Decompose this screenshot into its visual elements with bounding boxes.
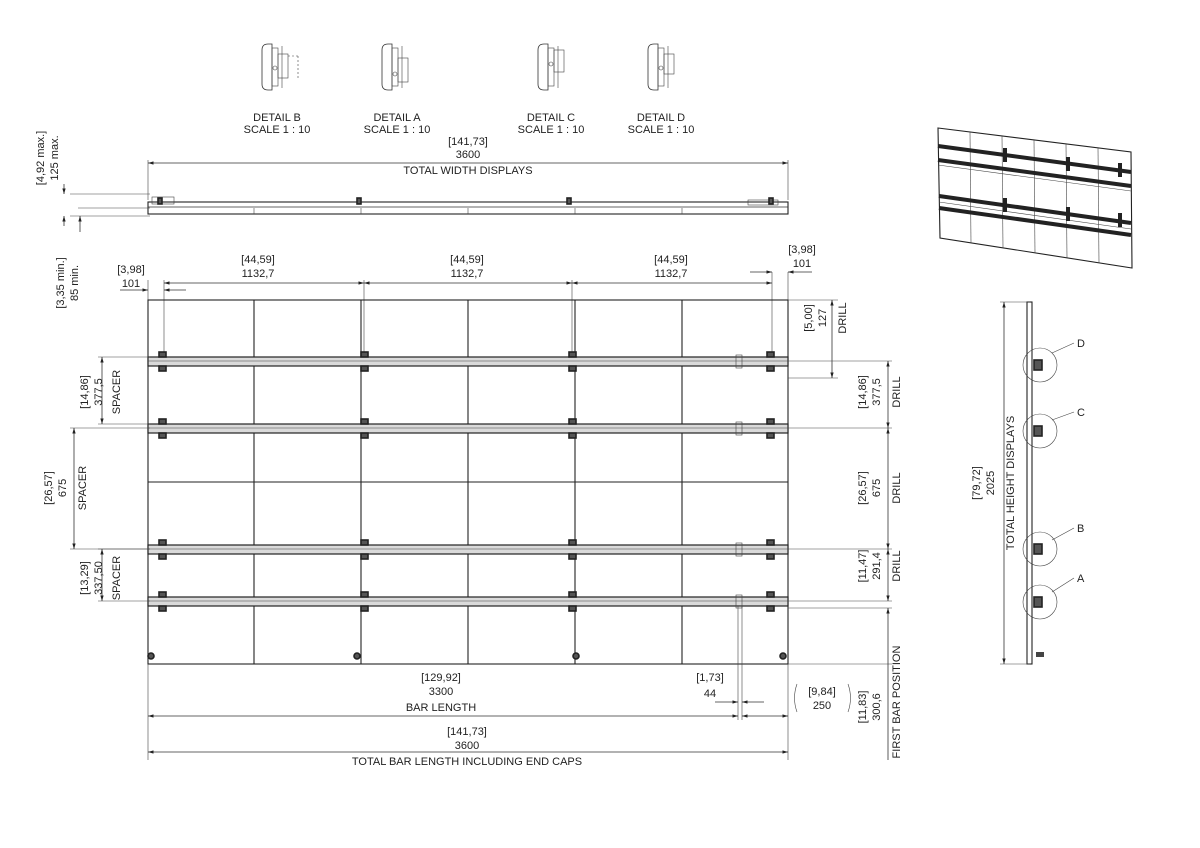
bar-length-inches: [129,92] bbox=[421, 672, 461, 684]
spacing-3-mm: 1132,7 bbox=[654, 268, 688, 280]
spacing-2-mm: 1132,7 bbox=[450, 268, 484, 280]
depth-max-mm: 125 max. bbox=[49, 135, 61, 181]
edge-right-mm: 101 bbox=[792, 258, 812, 270]
right-drill-3-mm: 291,4 bbox=[871, 552, 883, 580]
left-spacer-1-label: SPACER bbox=[111, 369, 123, 415]
depth-max-inches: [4,92 max.] bbox=[35, 130, 47, 186]
detail-d bbox=[628, 44, 695, 136]
detail-c-figure bbox=[538, 44, 564, 90]
left-spacer-3-label: SPACER bbox=[111, 555, 123, 601]
front-view bbox=[43, 244, 903, 768]
left-spacer-2-label: SPACER bbox=[77, 465, 89, 511]
depth-min-mm: 85 min. bbox=[69, 264, 81, 302]
depth-min-inches: [3,35 min.] bbox=[55, 257, 67, 309]
left-spacer-3-mm: 337,50 bbox=[93, 561, 105, 595]
detail-a-scale: SCALE 1 : 10 bbox=[363, 124, 431, 136]
edge-left-mm: 101 bbox=[121, 278, 141, 290]
right-drill-2-label: DRILL bbox=[891, 472, 903, 504]
spacing-3-inches: [44,59] bbox=[654, 254, 688, 266]
wall-brackets bbox=[148, 352, 786, 659]
detail-d-scale: SCALE 1 : 10 bbox=[627, 124, 695, 136]
total-width-mm: 3600 bbox=[455, 149, 481, 161]
mounting-bar-1 bbox=[148, 357, 788, 366]
left-spacer-1-mm: 377,5 bbox=[93, 378, 105, 406]
right-drill-3-inches: [11,47] bbox=[857, 549, 869, 583]
bar-length-mm: 3300 bbox=[428, 686, 454, 698]
first-bar-mm: 300,6 bbox=[871, 693, 883, 721]
total-bar-length-label: TOTAL BAR LENGTH INCLUDING END CAPS bbox=[351, 756, 583, 768]
detail-b-title: DETAIL B bbox=[253, 112, 301, 124]
left-spacer-3-inches: [13,29] bbox=[79, 561, 91, 595]
side-view-display-profile bbox=[1027, 302, 1032, 664]
spacing-1-mm: 1132,7 bbox=[241, 268, 275, 280]
left-spacer-2-mm: 675 bbox=[57, 478, 69, 498]
left-spacer-1-inches: [14,86] bbox=[79, 375, 91, 409]
right-drill-2-mm: 675 bbox=[871, 478, 883, 498]
isometric-view bbox=[938, 128, 1132, 268]
mounting-bar-2 bbox=[148, 424, 788, 433]
detail-b bbox=[244, 44, 311, 136]
detail-c-title: DETAIL C bbox=[526, 112, 576, 124]
edge-right-inches: [3,98] bbox=[788, 244, 816, 256]
right-drill-3-label: DRILL bbox=[891, 550, 903, 582]
right-drill-2-inches: [26,57] bbox=[857, 471, 869, 505]
right-drill-1-inches: [14,86] bbox=[857, 375, 869, 409]
detail-c-scale: SCALE 1 : 10 bbox=[517, 124, 585, 136]
end-cap-inches: [1,73] bbox=[696, 672, 724, 684]
edge-left-inches: [3,98] bbox=[117, 264, 145, 276]
detail-d-figure bbox=[648, 44, 674, 90]
right-drill-1-mm: 377,5 bbox=[871, 378, 883, 406]
drill-hole-mm: 127 bbox=[817, 308, 829, 328]
spacing-1-inches: [44,59] bbox=[241, 254, 275, 266]
total-height-mm: 2025 bbox=[985, 470, 997, 496]
detail-c bbox=[518, 44, 585, 136]
drill-hole-inches: [5,00] bbox=[803, 304, 815, 332]
detail-a bbox=[364, 44, 431, 136]
spacing-2-inches: [44,59] bbox=[450, 254, 484, 266]
callout-a: A bbox=[1077, 573, 1085, 585]
drill-hole-label: DRILL bbox=[837, 302, 849, 334]
side-view-foot bbox=[1036, 652, 1044, 657]
detail-b-scale: SCALE 1 : 10 bbox=[243, 124, 311, 136]
end-cap-mm: 44 bbox=[703, 688, 717, 700]
first-bar-inches: [11,83] bbox=[857, 690, 869, 724]
detail-a-title: DETAIL A bbox=[373, 112, 421, 124]
offset-mm: 250 bbox=[812, 700, 832, 712]
callout-d: D bbox=[1077, 338, 1085, 350]
callout-b: B bbox=[1077, 523, 1085, 535]
offset-inches: [9,84] bbox=[808, 686, 836, 698]
detail-a-figure bbox=[382, 44, 408, 90]
detail-d-title: DETAIL D bbox=[636, 112, 686, 124]
left-spacer-2-inches: [26,57] bbox=[43, 471, 55, 505]
total-width-inches: [141,73] bbox=[448, 136, 488, 148]
mounting-bar-4 bbox=[148, 597, 788, 606]
mounting-bar-3 bbox=[148, 545, 788, 554]
total-width-label: TOTAL WIDTH DISPLAYS bbox=[403, 165, 533, 177]
first-bar-label: FIRST BAR POSITION bbox=[891, 645, 903, 759]
total-bar-length-mm: 3600 bbox=[454, 740, 480, 752]
total-height-label: TOTAL HEIGHT DISPLAYS bbox=[1005, 415, 1017, 551]
total-height-inches: [79,72] bbox=[971, 466, 983, 500]
display-grid bbox=[148, 300, 788, 664]
side-view bbox=[971, 302, 1085, 664]
bar-length-label: BAR LENGTH bbox=[405, 702, 477, 714]
total-bar-length-inches: [141,73] bbox=[447, 726, 487, 738]
right-drill-1-label: DRILL bbox=[891, 376, 903, 408]
callout-c: C bbox=[1077, 407, 1085, 419]
detail-b-figure bbox=[262, 44, 298, 90]
